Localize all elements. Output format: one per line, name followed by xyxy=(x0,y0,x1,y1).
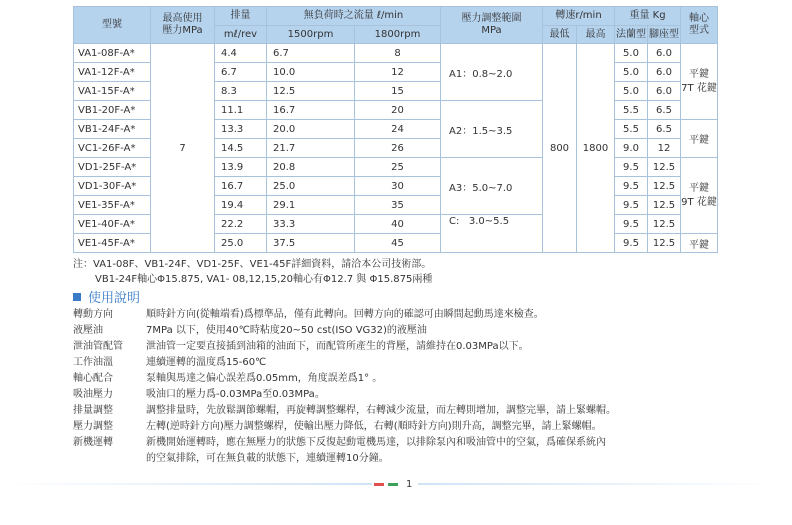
header-weight-flange: 法蘭型 xyxy=(615,26,648,44)
speed-max-cell: 1800 xyxy=(577,44,615,253)
weight-flange-cell: 9.5 xyxy=(615,196,648,215)
header-weight-foot: 腳座型 xyxy=(648,26,681,44)
displacement-cell: 4.4 xyxy=(215,44,267,63)
usage-item xyxy=(73,355,616,371)
flow-1500-cell: 20.0 xyxy=(267,120,355,139)
flow-1500-cell: 37.5 xyxy=(267,234,355,253)
model-cell: VD1-30F-A* xyxy=(74,177,151,196)
model-cell: VA1-15F-A* xyxy=(74,82,151,101)
usage-text: 泄油管一定要直接插到油箱的油面下，而配管所產生的背壓，請維持在0.03MPa以下。 xyxy=(146,341,529,352)
weight-flange-cell: 9.0 xyxy=(615,139,648,158)
weight-foot-cell: 6.5 xyxy=(648,120,681,139)
model-cell: VA1-08F-A* xyxy=(74,44,151,63)
displacement-cell: 19.4 xyxy=(215,196,267,215)
usage-list xyxy=(73,307,616,467)
displacement-cell: 13.3 xyxy=(215,120,267,139)
flow-1500-cell: 20.8 xyxy=(267,158,355,177)
model-cell: VE1-35F-A* xyxy=(74,196,151,215)
usage-text: 7MPa 以下，使用40℃時粘度20~50 cst(ISO VG32)的液壓油 xyxy=(146,325,427,336)
weight-foot-cell: 6.0 xyxy=(648,82,681,101)
weight-foot-cell: 6.5 xyxy=(648,101,681,120)
usage-text: 左轉(逆時針方向)壓力調整螺桿，使輸出壓力降低，右轉(順時針方向)則升高，調整完畢，請上緊螺帽。 xyxy=(146,421,602,432)
pressure-range-cell: A3：5.0~7.0 xyxy=(441,158,543,215)
model-cell: VE1-40F-A* xyxy=(74,215,151,234)
flow-1800-cell: 12 xyxy=(355,63,441,82)
section-title: 使用說明 xyxy=(88,291,141,306)
pressure-range-cell: C: 3.0~5.5 xyxy=(441,215,543,253)
table-row xyxy=(74,44,718,63)
usage-item xyxy=(73,307,616,323)
speed-min-cell: 800 xyxy=(543,44,577,253)
spec-table xyxy=(73,6,718,253)
usage-label: 排量調整 xyxy=(73,405,113,416)
pressure-range-cell: A1：0.8~2.0 xyxy=(441,44,543,101)
weight-foot-cell: 6.0 xyxy=(648,63,681,82)
flow-1800-cell: 35 xyxy=(355,196,441,215)
weight-flange-cell: 5.5 xyxy=(615,120,648,139)
shaft-cell: 平鍵 7T 花鍵 xyxy=(681,44,718,120)
footer-divider xyxy=(418,483,778,485)
displacement-cell: 25.0 xyxy=(215,234,267,253)
footer-red-mark xyxy=(374,483,384,486)
weight-flange-cell: 9.5 xyxy=(615,177,648,196)
usage-text: 順時針方向(從軸端看)爲標準品，僅有此轉向。回轉方向的確認可由瞬間起動馬達來檢查。 xyxy=(146,309,544,320)
footer-green-mark xyxy=(388,483,398,486)
flow-1500-cell: 16.7 xyxy=(267,101,355,120)
header-displacement: 排量 xyxy=(215,7,267,26)
flow-1500-cell: 33.3 xyxy=(267,215,355,234)
displacement-cell: 22.2 xyxy=(215,215,267,234)
usage-item xyxy=(73,387,616,403)
weight-foot-cell: 12.5 xyxy=(648,158,681,177)
model-cell: VE1-45F-A* xyxy=(74,234,151,253)
usage-label: 轉動方向 xyxy=(73,309,113,320)
usage-item xyxy=(73,371,616,387)
displacement-cell: 16.7 xyxy=(215,177,267,196)
pressure-range-cell: A2：1.5~3.5 xyxy=(441,101,543,158)
model-cell: VB1-20F-A* xyxy=(74,101,151,120)
note-line-1: 注：VA1-08F、VB1-24F、VD1-25F、VE1-45F詳細資料，請洽本公司技術部。 xyxy=(73,259,432,270)
header-pressure-range: 壓力調整範圍 MPa xyxy=(441,7,543,44)
page-number: 1 xyxy=(406,478,413,490)
max-pressure-cell: 7 xyxy=(151,44,215,253)
header-speed-min: 最低 xyxy=(543,26,577,44)
usage-text: 新機開始運轉時，應在無壓力的狀態下反復起動電機馬達，以排除泵內和吸油管中的空氣，爲確保系統內 xyxy=(146,437,606,448)
weight-foot-cell: 6.0 xyxy=(648,44,681,63)
header-speed: 轉速r/min xyxy=(543,7,615,26)
usage-text: 調整排量時，先放鬆調節螺帽，再旋轉調整螺桿，右轉減少流量，而左轉則增加，調整完畢，請上緊螺帽。 xyxy=(146,405,616,416)
weight-foot-cell: 12.5 xyxy=(648,177,681,196)
page-footer xyxy=(0,475,792,493)
flow-1800-cell: 25 xyxy=(355,158,441,177)
model-cell: VB1-24F-A* xyxy=(74,120,151,139)
weight-flange-cell: 5.5 xyxy=(615,101,648,120)
flow-1800-cell: 24 xyxy=(355,120,441,139)
flow-1500-cell: 10.0 xyxy=(267,63,355,82)
flow-1800-cell: 20 xyxy=(355,101,441,120)
usage-continuation: 的空氣排除，可在無負載的狀態下，連續運轉10分鐘。 xyxy=(146,453,389,464)
header-flow-1500: 1500rpm xyxy=(267,26,355,44)
model-cell: VA1-12F-A* xyxy=(74,63,151,82)
weight-flange-cell: 5.0 xyxy=(615,44,648,63)
usage-item xyxy=(73,403,616,419)
usage-item xyxy=(73,339,616,355)
usage-label: 工作油溫 xyxy=(73,357,113,368)
weight-foot-cell: 12.5 xyxy=(648,234,681,253)
flow-1500-cell: 12.5 xyxy=(267,82,355,101)
flow-1800-cell: 8 xyxy=(355,44,441,63)
weight-flange-cell: 9.5 xyxy=(615,215,648,234)
flow-1500-cell: 25.0 xyxy=(267,177,355,196)
note-line-2: VB1-24F軸心Φ15.875, VA1- 08,12,15,20軸心有Φ12.7 與 Φ15.875兩種 xyxy=(95,274,433,285)
usage-label: 液壓油 xyxy=(73,325,103,336)
usage-label: 壓力調整 xyxy=(73,421,113,432)
model-cell: VC1-26F-A* xyxy=(74,139,151,158)
shaft-cell: 平鍵 9T 花鍵 xyxy=(681,158,718,234)
usage-text: 吸油口的壓力爲-0.03MPa至0.03MPa。 xyxy=(146,389,325,400)
weight-flange-cell: 9.5 xyxy=(615,234,648,253)
square-bullet-icon xyxy=(73,293,81,301)
flow-1800-cell: 45 xyxy=(355,234,441,253)
displacement-cell: 14.5 xyxy=(215,139,267,158)
usage-text: 連續運轉的溫度爲15-60℃ xyxy=(146,357,267,368)
usage-label: 新機運轉 xyxy=(73,437,113,448)
shaft-cell: 平鍵 xyxy=(681,120,718,158)
header-weight: 重量 Kg xyxy=(615,7,681,26)
shaft-cell: 平鍵 xyxy=(681,234,718,253)
displacement-cell: 11.1 xyxy=(215,101,267,120)
usage-item xyxy=(73,323,616,339)
flow-1800-cell: 26 xyxy=(355,139,441,158)
usage-text: 泵軸與馬達之偏心誤差爲0.05mm，角度誤差爲1° 。 xyxy=(146,373,383,384)
header-flow: 無負荷時之流量 ℓ/min xyxy=(267,7,441,26)
footer-divider xyxy=(0,483,372,485)
flow-1500-cell: 21.7 xyxy=(267,139,355,158)
model-cell: VD1-25F-A* xyxy=(74,158,151,177)
usage-label: 吸油壓力 xyxy=(73,389,113,400)
table-notes xyxy=(73,257,432,287)
header-displacement-unit: mℓ/rev xyxy=(215,26,267,44)
weight-flange-cell: 5.0 xyxy=(615,63,648,82)
flow-1500-cell: 29.1 xyxy=(267,196,355,215)
section-heading xyxy=(73,287,140,306)
header-shaft: 軸心 型式 xyxy=(681,7,718,44)
weight-foot-cell: 12.5 xyxy=(648,215,681,234)
usage-label: 軸心配合 xyxy=(73,373,113,384)
flow-1800-cell: 30 xyxy=(355,177,441,196)
flow-1800-cell: 15 xyxy=(355,82,441,101)
header-speed-max: 最高 xyxy=(577,26,615,44)
usage-label: 泄油管配管 xyxy=(73,341,123,352)
header-model: 型號 xyxy=(74,7,151,44)
weight-flange-cell: 9.5 xyxy=(615,158,648,177)
header-max-pressure: 最高使用 壓力MPa xyxy=(151,7,215,44)
weight-foot-cell: 12.5 xyxy=(648,196,681,215)
displacement-cell: 8.3 xyxy=(215,82,267,101)
weight-flange-cell: 5.0 xyxy=(615,82,648,101)
weight-foot-cell: 12 xyxy=(648,139,681,158)
displacement-cell: 13.9 xyxy=(215,158,267,177)
usage-item xyxy=(73,435,616,451)
header-flow-1800: 1800rpm xyxy=(355,26,441,44)
usage-item xyxy=(73,419,616,435)
flow-1800-cell: 40 xyxy=(355,215,441,234)
flow-1500-cell: 6.7 xyxy=(267,44,355,63)
displacement-cell: 6.7 xyxy=(215,63,267,82)
